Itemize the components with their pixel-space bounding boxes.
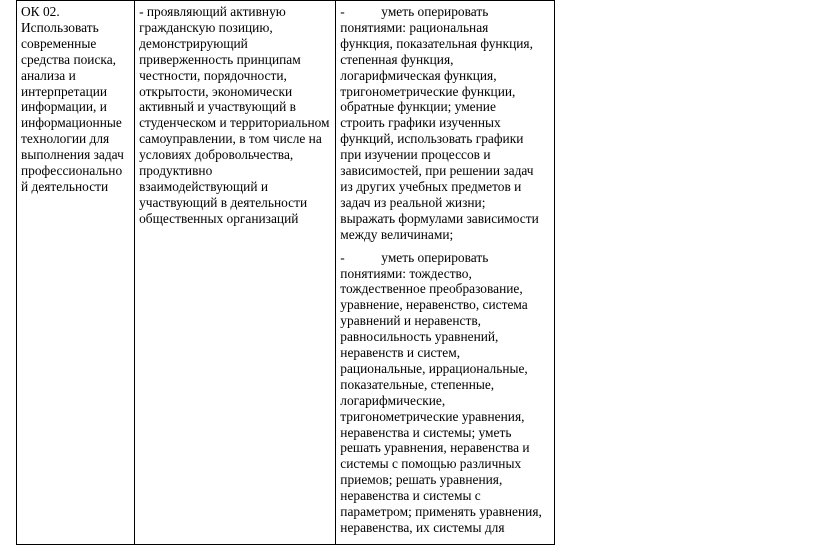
- text-line: уравнение, неравенство, система: [340, 297, 528, 313]
- text-line: понятиями: рациональная: [340, 19, 489, 35]
- text-line: зависимостей, при решении задач: [340, 163, 534, 179]
- subject-result-block-functions: [340, 4, 550, 243]
- text-line: активный и участвующий в: [139, 99, 296, 115]
- text-line: участвующий в деятельности: [139, 194, 308, 210]
- text-line: задач из реальной жизни;: [340, 194, 486, 210]
- personal-results-cell: [135, 1, 336, 545]
- text-line: при изучении процессов и: [340, 147, 491, 163]
- list-dash: -: [340, 249, 345, 265]
- text-line: показательные, степенные,: [340, 376, 495, 392]
- text-line: взаимодействующий и: [139, 178, 269, 194]
- text-line: открытости, экономически: [139, 83, 293, 99]
- text-line: системы с помощью различных: [340, 456, 522, 472]
- text-line: строить графики изученных: [340, 115, 501, 131]
- text-line: обратные функции; умение: [340, 99, 496, 115]
- text-line: общественных организаций: [139, 210, 299, 226]
- text-line: приемов; решать уравнения,: [340, 472, 503, 488]
- text-line: - проявляющий активную: [139, 4, 286, 19]
- text-line: уравнений и неравенств,: [340, 313, 481, 329]
- text-line: ОК 02.: [21, 4, 60, 19]
- text-line: демонстрирующий: [139, 35, 248, 51]
- text-line: степенная функция,: [340, 51, 454, 67]
- text-line: й деятельности: [21, 178, 109, 194]
- text-line: решать уравнения, неравенства и: [340, 440, 530, 456]
- text-line: логарифмические,: [340, 392, 446, 408]
- text-line: тождественное преобразование,: [340, 281, 523, 297]
- text-line: выполнения задач: [21, 147, 124, 163]
- text-line: продуктивно: [139, 163, 213, 179]
- subject-result-block-equations: [340, 250, 550, 536]
- text-line: самоуправлении, в том числе на: [139, 131, 322, 147]
- text-line-content: уметь оперировать: [381, 249, 489, 265]
- text-line: рациональные, иррациональные,: [340, 360, 528, 376]
- text-line: современные: [21, 35, 97, 51]
- text-line: логарифмическая функция,: [340, 67, 497, 83]
- text-line: информации, и: [21, 99, 107, 115]
- text-line: функция, показательная функция,: [340, 35, 533, 51]
- text-line: средства поиска,: [21, 51, 117, 67]
- text-line: условиях добровольчества,: [139, 147, 294, 163]
- text-line: тригонометрические функции,: [340, 83, 516, 99]
- text-line: неравенств и систем,: [340, 345, 461, 361]
- text-line: профессионально: [21, 163, 123, 179]
- competency-code-cell: [17, 1, 135, 545]
- text-line: неравенства и системы; уметь: [340, 424, 512, 440]
- text-line: гражданскую позицию,: [139, 19, 273, 35]
- text-line: честности, порядочности,: [139, 67, 287, 83]
- text-line: из других учебных предметов и: [340, 178, 522, 194]
- competency-table: [16, 0, 555, 545]
- text-line: понятиями: тождество,: [340, 265, 472, 281]
- text-line: анализа и: [21, 67, 76, 83]
- text-line: информационные: [21, 115, 122, 131]
- text-line: технологии для: [21, 131, 110, 147]
- text-line: студенческом и территориальном: [139, 115, 330, 131]
- text-line: [340, 250, 550, 266]
- text-line: параметром; применять уравнения,: [340, 504, 542, 520]
- text-line: тригонометрические уравнения,: [340, 408, 525, 424]
- text-line: Использовать: [21, 19, 99, 35]
- table-row: [17, 1, 555, 545]
- text-line-content: уметь оперировать: [381, 4, 489, 19]
- text-line: приверженность принципам: [139, 51, 301, 67]
- text-line: между величинами;: [340, 226, 454, 242]
- text-line: [340, 4, 550, 20]
- text-line: функций, использовать графики: [340, 131, 524, 147]
- list-dash: -: [340, 4, 345, 19]
- text-line: неравенства, их системы для: [340, 520, 505, 535]
- text-line: равносильность уравнений,: [340, 329, 499, 345]
- text-line: интерпретации: [21, 83, 108, 99]
- subject-results-cell: [336, 1, 555, 545]
- text-line: неравенства и системы с: [340, 488, 481, 504]
- text-line: выражать формулами зависимости: [340, 210, 539, 226]
